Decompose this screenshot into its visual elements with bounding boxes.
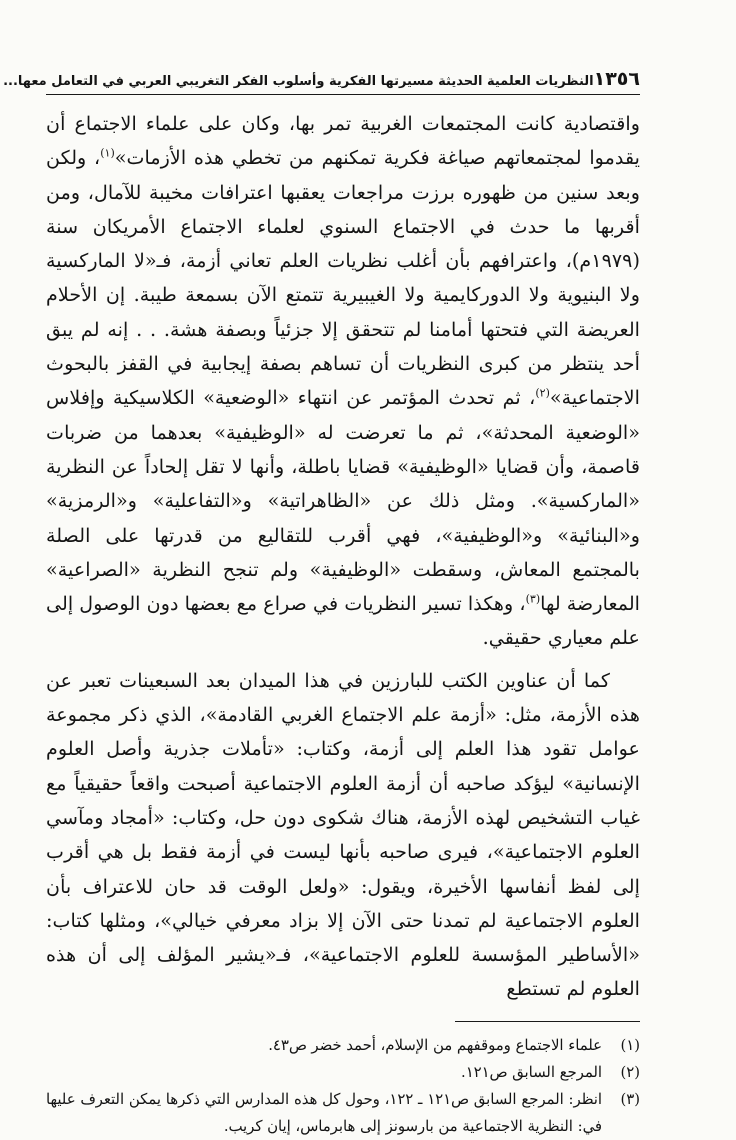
footnote-ref-2: (٢) xyxy=(535,386,550,400)
footnote-3 xyxy=(46,1086,640,1140)
footnote-3-number: (٣) xyxy=(620,1090,640,1108)
footnote-1-number: (١) xyxy=(620,1036,640,1054)
footnote-2-number: (٢) xyxy=(620,1063,640,1081)
page-number: ١٣٥٦ xyxy=(593,68,640,90)
paragraph-1-part-4: ، وهكذا تسير النظريات في صراع مع بعضها دون الوصول إلى علم معياري حقيقي. xyxy=(46,592,640,650)
paragraph-1-part-1: واقتصادية كانت المجتمعات الغربية تمر بها، وكان على علماء الاجتماع أن يقدموا لمجتمعاتهم صياغة فكرية تمكنهم من تخطي هذه الأزمات» xyxy=(46,112,640,170)
footnote-divider xyxy=(455,1021,640,1022)
book-page xyxy=(3,68,640,1140)
footnote-3-text: انظر: المرجع السابق ص١٢١ ـ ١٢٢، وحول كل هذه المدارس التي ذكرها يمكن التعرف عليها في: النظرية الاجتماعية من بارسونز إلى هابرماس، إيان كريب. xyxy=(46,1090,603,1135)
body-text xyxy=(46,107,640,1007)
footnote-2 xyxy=(46,1059,640,1086)
paragraph-1 xyxy=(46,107,640,656)
running-header xyxy=(3,68,640,95)
footnote-ref-3: (٣) xyxy=(525,592,541,606)
footnote-2-text: المرجع السابق ص١٢١. xyxy=(460,1063,602,1081)
footnote-1-text: علماء الاجتماع وموقفهم من الإسلام، أحمد خضر ص٤٣. xyxy=(268,1036,602,1054)
paragraph-2: كما أن عناوين الكتب للبارزين في هذا الميدان بعد السبعينات تعبر عن هذه الأزمة، مثل: «أزمة علم الاجتماع الغربي القادمة»، الذي ذكر مجموعة عوامل تقود هذا العلم إلى أزمة، وكتاب: «تأملات جذرية وأصل العلوم الإنسانية» ليؤكد صاحبه أن أزمة العلوم الاجتماعية أصبحت واقعاً حقيقياً مع غياب التشخيص لهذه الأزمة، هناك شكوى دون حل، وكتاب: «أمجاد ومآسي العلوم الاجتماعية»، فيرى صاحبه بأنها ليست في أزمة فقط بل هي أقرب إلى لفظ أنفاسها الأخيرة، ويقول: «ولعل الوقت قد حان للاعتراف بأن العلوم الاجتماعية لم تمدنا حتى الآن إلا بزاد معرفي خيالي»، ومثلها كتاب: «الأساطير المؤسسة للعلوم الاجتماعية»، فـ«يشير المؤلف إلى أن هذه العلوم لم تستطع xyxy=(46,668,640,1001)
footnote-ref-1: (١) xyxy=(100,146,115,160)
running-title: النظريات العلمية الحديثة مسيرتها الفكرية وأسلوب الفكر التغريبي العربي في التعامل معها... xyxy=(3,74,594,89)
footnote-1 xyxy=(46,1032,640,1059)
paragraph-1-part-2: ، ولكن وبعد سنين من ظهوره برزت مراجعات يعقبها اعترافات مخيبة للآمال، ومن أقربها ما حدث في الاجتماع السنوي لعلماء الاجتماع الأمريكان سنة (١٩٧٩م)، واعترافهم بأن أغلب نظريات العلم تعاني أزمة، فـ«لا الماركسية ولا البنيوية ولا الدوركايمية ولا الغيبيرية تتمتع الآن بسمعة طيبة. إن الأحلام العريضة التي فتحتها أمامنا لم تتحقق إلا جزئياً وبصفة هشة. . . إنه لم يبق أحد ينتظر من كبرى النظريات أن تساهم بصفة إيجابية في القفز بالبحوث الاجتماعية» xyxy=(46,146,640,410)
footnotes xyxy=(46,1032,640,1140)
paragraph-1-part-3: ، ثم تحدث المؤتمر عن انتهاء «الوضعية» الكلاسيكية وإفلاس «الوضعية المحدثة»، ثم ما تعرضت له «الوظيفية» بعدهما من ضربات قاصمة، وأن قضايا «الوظيفية» قضايا باطلة، وأنها لا تقل إلحاداً عن النظرية «الماركسية». ومثل ذلك عن «الظاهراتية» و«التفاعلية» و«الرمزية» و«البنائية» و«الوظيفية»، فهي أقرب للتقاليع من قدرتها على الصلة بالمجتمع المعاش، وسقطت «الوظيفية» ولم تنجح النظرية «الصراعية» المعارضة لها xyxy=(46,386,640,616)
